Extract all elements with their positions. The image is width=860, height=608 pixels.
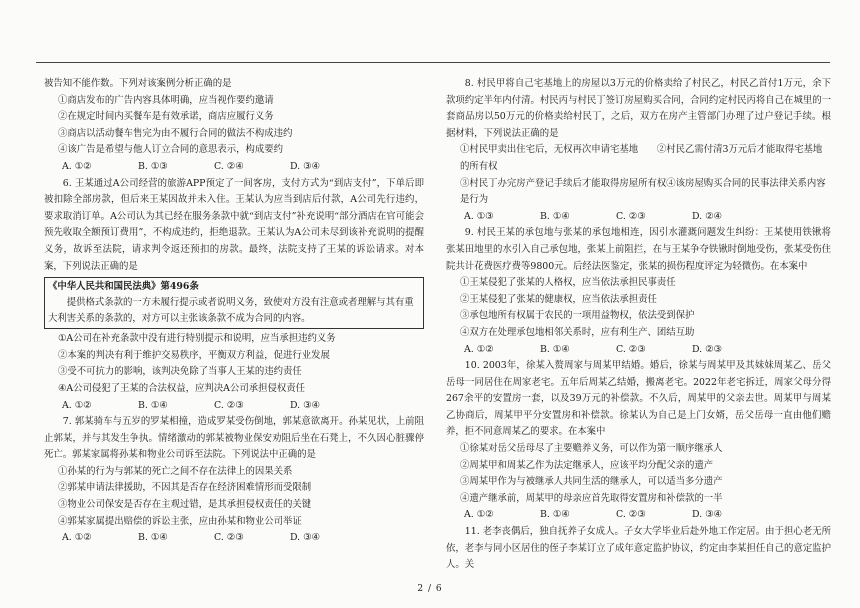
q6-answer-d: D. ③④ [290, 399, 320, 411]
q7-stem: 7. 郭某骑车与五岁的罗某相撞，造成罗某受伤倒地，郭某意欲离开。孙某见状，上前阻止郭某，并与其发生争执。情绪激动的郭某被物业保安劝阻后坐在石凳上，不久因心脏骤停死亡。郭某家属将孙某和物业公司诉至法院。下列说法中正确的是 [44, 416, 424, 461]
q5-answer-a: A. ①② [62, 160, 92, 172]
q6-option-2: ②本案的判决有利于维护交易秩序，平衡双方利益，促进行业发展 [58, 349, 330, 361]
q9-answer-d: D. ②③ [692, 343, 722, 355]
q5-option-3: ③商店以活动餐车售完为由不履行合同的做法不构成违约 [58, 127, 293, 139]
q6-stem: 6. 王某通过A公司经营的旅游APP预定了一间客房，支付方式为“到店支付”，下单后即被扣除全部房款，但后来王某因故并未入住。王某认为应当到店后付款，A公司先行违约，要求取消订单。A公司认为其已经在服务条款中就“到店支付”补充说明“部分酒店在官可能会预先收取全额预订费用”，不构成违约，拒绝退款。王某认为A公司未尽到该补充说明的提醒义务，故诉至法院，请求判令返还预扣的房款。最终，法院支持了王某的诉讼请求。对本案，下列说法正确的是 [44, 177, 424, 272]
q10-answers [446, 507, 831, 524]
q5-option-2: ②在规定时间内买餐车是有效承诺，商店应履行义务 [58, 111, 274, 123]
left-column [44, 76, 424, 547]
q9-answer-a: A. ①② [464, 343, 494, 355]
q9-option-4: ④双方在处理承包地相邻关系时，应有利生产、团结互助 [460, 326, 695, 338]
law-title: 《中华人民共和国民法典》第496条 [48, 281, 199, 293]
q6-answer-c: C. ②③ [214, 399, 244, 411]
q10-answer-a: A. ①② [464, 509, 494, 521]
q6-option-1: ①A公司在补充条款中没有进行特别提示和说明，应当承担违约义务 [58, 333, 336, 345]
q7-answer-c: C. ②③ [214, 532, 244, 544]
q7-answer-d: D. ③④ [290, 532, 320, 544]
q7-answer-a: A. ①② [62, 532, 92, 544]
q6-answer-b: B. ①④ [138, 399, 168, 411]
q9-option-2: ②王某侵犯了张某的健康权，应当依法承担责任 [460, 293, 657, 305]
q6-answer-a: A. ①② [62, 399, 92, 411]
q5-stem-end: 被告知不能作数。下列对该案例分析正确的是 [44, 78, 232, 89]
q10-option-3: ③周某甲作为与被继承人共同生活的继承人，可以适当多分遗产 [460, 476, 723, 488]
page-number: 2 / 6 [417, 584, 443, 594]
q5-option-4: ④该广告是希望与他人订立合同的意思表示，构成要约 [58, 144, 284, 156]
q8-stem: 8. 村民甲将自己宅基地上的房屋以3万元的价格卖给了村民乙，村民乙首付1万元，余下款项约定半年内付清。村民丙与村民丁签订房屋购买合同，合同约定村民丙将自己在城里的一套商品房以50万元的价格卖给村民丁，之后，双方在房产主管部门办理了过户登记手续。根据材料，下列说法正确的是 [446, 78, 831, 139]
right-column [446, 76, 831, 574]
q7-answers [44, 530, 424, 547]
q10-answer-c: C. ②③ [616, 509, 646, 521]
q6-answers [44, 398, 424, 415]
q9-answers [446, 342, 831, 359]
q8-answer-b: B. ①④ [540, 210, 570, 222]
q7-option-4: ④郭某家属提出赔偿的诉讼主张，应由孙某和物业公司举证 [58, 515, 302, 527]
q8-options-row-1: ①村民甲卖出住宅后，无权再次申请宅基地 ②村民乙需付清3万元后才能取得宅基地的所有权 [460, 144, 823, 172]
q5-answer-b: B. ①③ [138, 160, 168, 172]
q10-option-4: ④遗产继承前，周某甲的母亲应首先取得安置房和补偿款的一半 [460, 492, 723, 504]
q11-stem: 11. 老李丧偶后，独自抚养子女成人。子女大学毕业后赴外地工作定居。由于担心老无所依，老李与同小区居住的侄子李某订立了成年意定监护协议，约定由李某担任自己的意定监护人。关 [446, 526, 831, 571]
q8-options-row-2: ③村民丁办完房产登记手续后才能取得房屋所有权④该房屋购买合同的民事法律关系内容是行为 [460, 177, 826, 206]
q6-option-3: ③受不可抗力的影响，该判决免除了当事人王某的违约责任 [58, 366, 302, 378]
q5-answer-c: C. ②④ [214, 160, 244, 172]
q7-option-1: ①孙某的行为与郭某的死亡之间不存在法律上的因果关系 [58, 465, 293, 477]
q9-stem: 9. 村民王某的承包地与张某的承包地相连，因引水灌溉问题发生纠纷：王某使用铁锹将张某田地里的水引入自己承包地，张某上前阻拦，在与王某争夺铁锹时倒地受伤，张某受伤住院共计花费医疗费等9800元。后经法医鉴定，张某的损伤程度评定为轻微伤。在本案中 [446, 227, 831, 272]
header-rule [36, 62, 830, 63]
q9-answer-b: B. ①④ [540, 343, 570, 355]
q9-option-1: ①王某侵犯了张某的人格权，应当依法承担民事责任 [460, 277, 676, 289]
law-quote-box [44, 277, 424, 329]
q8-answer-a: A. ①③ [464, 210, 494, 222]
q8-answer-c: C. ②③ [616, 210, 646, 222]
q8-answers [446, 209, 831, 226]
q9-answer-c: C. ②③ [616, 343, 646, 355]
q10-option-2: ②周某甲和周某乙作为法定继承人，应该平均分配父亲的遗产 [460, 459, 714, 471]
q5-option-1: ①商店发布的广告内容具体明确，应当视作要约邀请 [58, 94, 274, 106]
q8-answer-d: D. ②④ [692, 210, 722, 222]
q10-stem: 10. 2003年，徐某入赘周家与周某甲结婚。婚后，徐某与周某甲及其妹妹周某乙、岳父岳母一同居住在周家老宅。五年后周某乙结婚，搬离老宅。2022年老宅拆迁，周家父母分得267余平的安置房一套，以及39万元的补偿款。不久后，周某甲的父亲去世。周某甲与周某乙协商后，周某甲平分安置房和补偿款。徐某认为自己是上门女婿，岳父岳母一直由他们赡养，拒不同意周某乙的要求。在本案中 [446, 360, 831, 438]
q7-option-3: ③物业公司保安是否存在主观过错，是其承担侵权责任的关键 [58, 499, 312, 511]
q6-option-4: ④A公司侵犯了王某的合法权益，应判决A公司承担侵权责任 [58, 382, 305, 394]
q9-option-3: ③承包地所有权属于农民的一项用益物权，依法受到保护 [460, 310, 695, 322]
q7-answer-b: B. ①④ [138, 532, 168, 544]
q5-answer-d: D. ③④ [290, 160, 320, 172]
q10-answer-d: D. ③④ [692, 509, 722, 521]
q7-option-2: ②郭某申请法律援助，不因其是否存在经济困难情形而受限制 [58, 482, 312, 494]
q5-answers [44, 159, 424, 176]
q10-answer-b: B. ①④ [540, 509, 570, 521]
law-text: 提供格式条款的一方未履行提示或者说明义务，致使对方没有注意或者理解与其有重大利害关系的条款的，对方可以主张该条款不成为合同的内容。 [48, 297, 414, 325]
q10-option-1: ①徐某对岳父岳母尽了主要赡养义务，可以作为第一顺序继承人 [460, 443, 723, 455]
